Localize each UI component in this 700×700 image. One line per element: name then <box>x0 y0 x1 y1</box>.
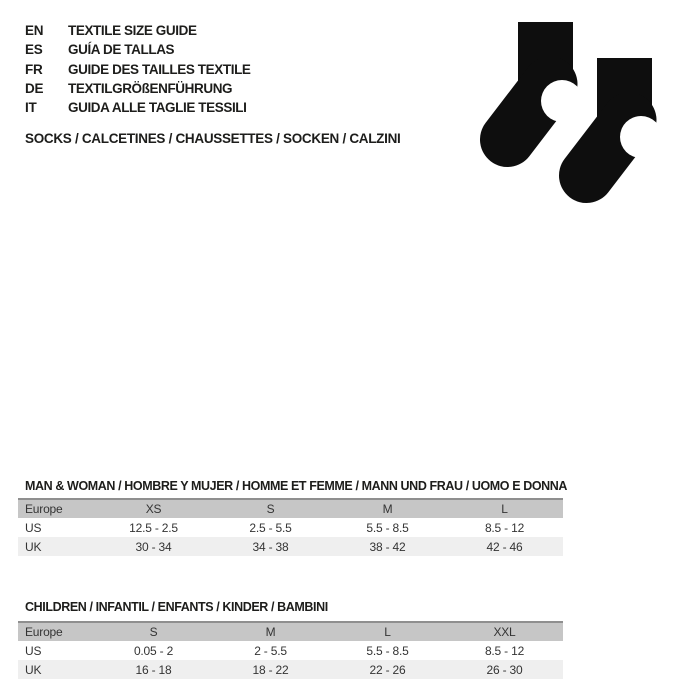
size-cell: 22 - 26 <box>369 662 406 677</box>
socks-icon <box>480 22 670 207</box>
size-cell: 5.5 - 8.5 <box>366 643 409 658</box>
table-row <box>18 641 563 660</box>
row-label: US <box>25 520 42 535</box>
size-cell: 0.05 - 2 <box>133 643 174 658</box>
table-row <box>18 518 563 537</box>
column-header-size: S <box>149 625 158 639</box>
language-row <box>25 79 251 98</box>
language-code: FR <box>25 61 43 77</box>
sock-right-icon <box>587 58 663 176</box>
language-title: GUIDA ALLE TAGLIE TESSILI <box>68 100 247 116</box>
language-code: DE <box>25 81 44 97</box>
language-row <box>25 40 251 59</box>
language-title: GUIDE DES TAILLES TEXTILE <box>68 61 251 77</box>
size-cell: 16 - 18 <box>135 662 172 677</box>
table-title-children: CHILDREN / INFANTIL / ENFANTS / KINDER / BAMBINI <box>25 600 328 614</box>
table-row <box>18 537 563 556</box>
size-table-children <box>18 621 563 679</box>
category-title: SOCKS / CALCETINES / CHAUSSETTES / SOCKEN / CALZINI <box>25 131 401 146</box>
language-code: ES <box>25 42 43 58</box>
table-title-man-woman: MAN & WOMAN / HOMBRE Y MUJER / HOMME ET FEMME / MANN UND FRAU / UOMO E DONNA <box>25 479 568 493</box>
size-cell: 38 - 42 <box>369 539 406 554</box>
size-cell: 8.5 - 12 <box>484 520 525 535</box>
size-cell: 42 - 46 <box>486 539 523 554</box>
column-header-size: L <box>384 625 391 639</box>
column-header-size: XXL <box>493 625 516 639</box>
row-label: UK <box>25 539 42 554</box>
size-cell: 18 - 22 <box>252 662 289 677</box>
row-label: US <box>25 643 42 658</box>
size-cell: 30 - 34 <box>135 539 172 554</box>
row-label: UK <box>25 662 42 677</box>
language-list <box>25 21 251 117</box>
language-row <box>25 98 251 117</box>
table-header-row <box>18 621 563 641</box>
size-cell: 12.5 - 2.5 <box>129 520 178 535</box>
size-cell: 26 - 30 <box>486 662 523 677</box>
table-header-row <box>18 498 563 518</box>
column-header-size: XS <box>145 502 162 516</box>
column-header-size: S <box>266 502 275 516</box>
language-row <box>25 21 251 40</box>
sock-left-icon <box>508 22 584 140</box>
language-title: TEXTILGRÖßENFÜHRUNG <box>68 81 233 97</box>
language-row <box>25 60 251 79</box>
language-title: TEXTILE SIZE GUIDE <box>68 23 197 39</box>
size-cell: 5.5 - 8.5 <box>366 520 409 535</box>
column-header-size: L <box>501 502 508 516</box>
language-code: EN <box>25 23 44 39</box>
size-cell: 2 - 5.5 <box>254 643 287 658</box>
language-code: IT <box>25 100 37 116</box>
column-header-size: M <box>382 502 393 516</box>
column-header-region: Europe <box>25 625 63 639</box>
table-row <box>18 660 563 679</box>
language-title: GUÍA DE TALLAS <box>68 42 175 58</box>
size-cell: 2.5 - 5.5 <box>249 520 292 535</box>
column-header-size: M <box>265 625 276 639</box>
size-cell: 8.5 - 12 <box>484 643 525 658</box>
size-cell: 34 - 38 <box>252 539 289 554</box>
size-table-man-woman <box>18 498 563 556</box>
column-header-region: Europe <box>25 502 63 516</box>
